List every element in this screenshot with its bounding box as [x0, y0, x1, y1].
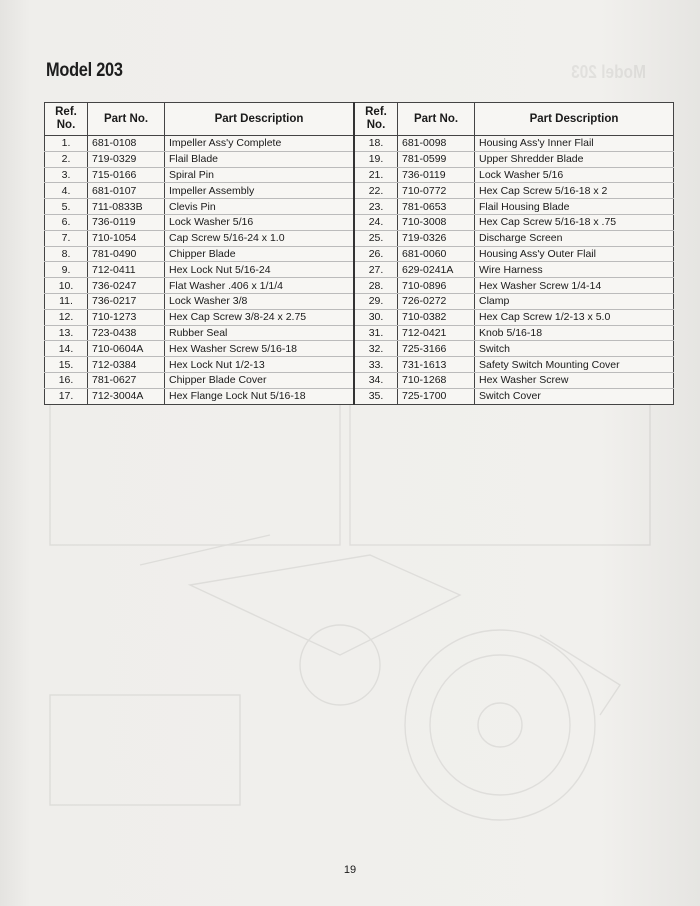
table-row: [45, 357, 674, 373]
part-number-cell: 723-0438: [88, 325, 165, 341]
ref-cell: 1.: [45, 136, 88, 152]
part-number-cell: 681-0107: [88, 183, 165, 199]
part-description-cell-right: Hex Cap Screw 5/16-18 x 2: [475, 183, 674, 199]
part-number-cell: 781-0490: [88, 246, 165, 262]
part-description-cell-right: Hex Cap Screw 1/2-13 x 5.0: [475, 309, 674, 325]
ref-cell-right: 18.: [354, 136, 398, 152]
part-number-cell-right: 710-1268: [398, 372, 475, 388]
ref-cell-right: 27.: [354, 262, 398, 278]
ref-cell: 14.: [45, 341, 88, 357]
part-number-cell: 715-0166: [88, 167, 165, 183]
part-number-cell-right: 710-0772: [398, 183, 475, 199]
ref-cell-right: 19.: [354, 151, 398, 167]
header-part-no-right: Part No.: [398, 103, 475, 136]
ref-cell-right: 34.: [354, 372, 398, 388]
ref-cell: 10.: [45, 278, 88, 294]
part-description-cell-right: Clamp: [475, 293, 674, 309]
part-description-cell-right: Housing Ass'y Inner Flail: [475, 136, 674, 152]
table-row: [45, 246, 674, 262]
ref-cell: 8.: [45, 246, 88, 262]
part-description-cell-right: Lock Washer 5/16: [475, 167, 674, 183]
ref-cell: 7.: [45, 230, 88, 246]
ref-cell: 6.: [45, 214, 88, 230]
part-number-cell: 781-0627: [88, 372, 165, 388]
table-row: [45, 372, 674, 388]
part-description-cell-right: Hex Cap Screw 5/16-18 x .75: [475, 214, 674, 230]
header-part-description: Part Description: [165, 103, 355, 136]
part-description-cell: Hex Flange Lock Nut 5/16-18: [165, 388, 355, 404]
part-number-cell: 710-1054: [88, 230, 165, 246]
ref-cell: 16.: [45, 372, 88, 388]
ref-cell-right: 30.: [354, 309, 398, 325]
table-row: [45, 230, 674, 246]
part-description-cell-right: Upper Shredder Blade: [475, 151, 674, 167]
ref-cell-right: 28.: [354, 278, 398, 294]
ref-cell: 4.: [45, 183, 88, 199]
part-description-cell-right: Discharge Screen: [475, 230, 674, 246]
ref-cell-right: 35.: [354, 388, 398, 404]
table-header-row: [45, 103, 674, 136]
part-description-cell: Lock Washer 3/8: [165, 293, 355, 309]
page-number: 19: [343, 864, 357, 876]
table-row: [45, 309, 674, 325]
part-number-cell-right: 781-0653: [398, 199, 475, 215]
part-description-cell: Impeller Ass'y Complete: [165, 136, 355, 152]
ref-cell: 5.: [45, 199, 88, 215]
part-description-cell: Hex Lock Nut 5/16-24: [165, 262, 355, 278]
ref-cell: 2.: [45, 151, 88, 167]
part-description-cell-right: Housing Ass'y Outer Flail: [475, 246, 674, 262]
part-number-cell: 710-0604A: [88, 341, 165, 357]
header-ref-no: Ref. No.: [45, 103, 88, 136]
bleed-through-title: Model 203: [571, 62, 646, 82]
part-number-cell-right: 710-3008: [398, 214, 475, 230]
part-number-cell-right: 681-0060: [398, 246, 475, 262]
part-description-cell: Cap Screw 5/16-24 x 1.0: [165, 230, 355, 246]
header-ref-no-right: Ref. No.: [354, 103, 398, 136]
table-row: [45, 262, 674, 278]
part-number-cell-right: 681-0098: [398, 136, 475, 152]
part-description-cell-right: Switch Cover: [475, 388, 674, 404]
parts-table: [44, 102, 674, 405]
part-description-cell-right: Hex Washer Screw 1/4-14: [475, 278, 674, 294]
ref-cell-right: 33.: [354, 357, 398, 373]
header-part-no: Part No.: [88, 103, 165, 136]
ref-cell: 3.: [45, 167, 88, 183]
table-row: [45, 151, 674, 167]
table-row: [45, 388, 674, 404]
part-number-cell-right: 710-0896: [398, 278, 475, 294]
ref-cell-right: 31.: [354, 325, 398, 341]
part-number-cell-right: 736-0119: [398, 167, 475, 183]
ref-cell-right: 23.: [354, 199, 398, 215]
part-description-cell: Flat Washer .406 x 1/1/4: [165, 278, 355, 294]
part-number-cell: 712-0384: [88, 357, 165, 373]
part-number-cell: 736-0247: [88, 278, 165, 294]
part-number-cell: 736-0217: [88, 293, 165, 309]
table-row: [45, 199, 674, 215]
part-number-cell: 712-0411: [88, 262, 165, 278]
part-number-cell-right: 719-0326: [398, 230, 475, 246]
part-number-cell: 712-3004A: [88, 388, 165, 404]
part-number-cell: 710-1273: [88, 309, 165, 325]
part-number-cell: 719-0329: [88, 151, 165, 167]
part-description-cell: Lock Washer 5/16: [165, 214, 355, 230]
part-description-cell: Chipper Blade Cover: [165, 372, 355, 388]
page-title: Model 203: [46, 60, 123, 81]
header-part-description-right: Part Description: [475, 103, 674, 136]
part-description-cell: Hex Washer Screw 5/16-18: [165, 341, 355, 357]
part-description-cell: Clevis Pin: [165, 199, 355, 215]
ref-cell: 13.: [45, 325, 88, 341]
part-description-cell-right: Hex Washer Screw: [475, 372, 674, 388]
table-row: [45, 214, 674, 230]
part-number-cell: 681-0108: [88, 136, 165, 152]
ref-cell: 12.: [45, 309, 88, 325]
table-row: [45, 183, 674, 199]
bleed-through-diagram: [40, 395, 660, 835]
part-description-cell: Impeller Assembly: [165, 183, 355, 199]
ref-cell-right: 29.: [354, 293, 398, 309]
part-number-cell-right: 712-0421: [398, 325, 475, 341]
table-row: [45, 293, 674, 309]
part-number-cell-right: 726-0272: [398, 293, 475, 309]
part-description-cell: Hex Cap Screw 3/8-24 x 2.75: [165, 309, 355, 325]
ref-cell: 11.: [45, 293, 88, 309]
ref-cell-right: 21.: [354, 167, 398, 183]
part-description-cell: Chipper Blade: [165, 246, 355, 262]
ref-cell: 9.: [45, 262, 88, 278]
ref-cell: 17.: [45, 388, 88, 404]
ref-cell-right: 25.: [354, 230, 398, 246]
part-description-cell-right: Knob 5/16-18: [475, 325, 674, 341]
part-number-cell-right: 710-0382: [398, 309, 475, 325]
part-description-cell-right: Switch: [475, 341, 674, 357]
part-description-cell-right: Safety Switch Mounting Cover: [475, 357, 674, 373]
ref-cell: 15.: [45, 357, 88, 373]
part-number-cell-right: 731-1613: [398, 357, 475, 373]
part-number-cell-right: 725-1700: [398, 388, 475, 404]
table-row: [45, 325, 674, 341]
part-number-cell-right: 781-0599: [398, 151, 475, 167]
part-description-cell: Rubber Seal: [165, 325, 355, 341]
ref-cell-right: 26.: [354, 246, 398, 262]
part-description-cell: Hex Lock Nut 1/2-13: [165, 357, 355, 373]
part-number-cell-right: 725-3166: [398, 341, 475, 357]
ref-cell-right: 22.: [354, 183, 398, 199]
part-description-cell: Flail Blade: [165, 151, 355, 167]
part-number-cell: 711-0833B: [88, 199, 165, 215]
part-description-cell: Spiral Pin: [165, 167, 355, 183]
part-description-cell-right: Flail Housing Blade: [475, 199, 674, 215]
table-row: [45, 136, 674, 152]
table-row: [45, 341, 674, 357]
part-description-cell-right: Wire Harness: [475, 262, 674, 278]
part-number-cell: 736-0119: [88, 214, 165, 230]
ref-cell-right: 24.: [354, 214, 398, 230]
table-row: [45, 278, 674, 294]
part-number-cell-right: 629-0241A: [398, 262, 475, 278]
ref-cell-right: 32.: [354, 341, 398, 357]
table-row: [45, 167, 674, 183]
